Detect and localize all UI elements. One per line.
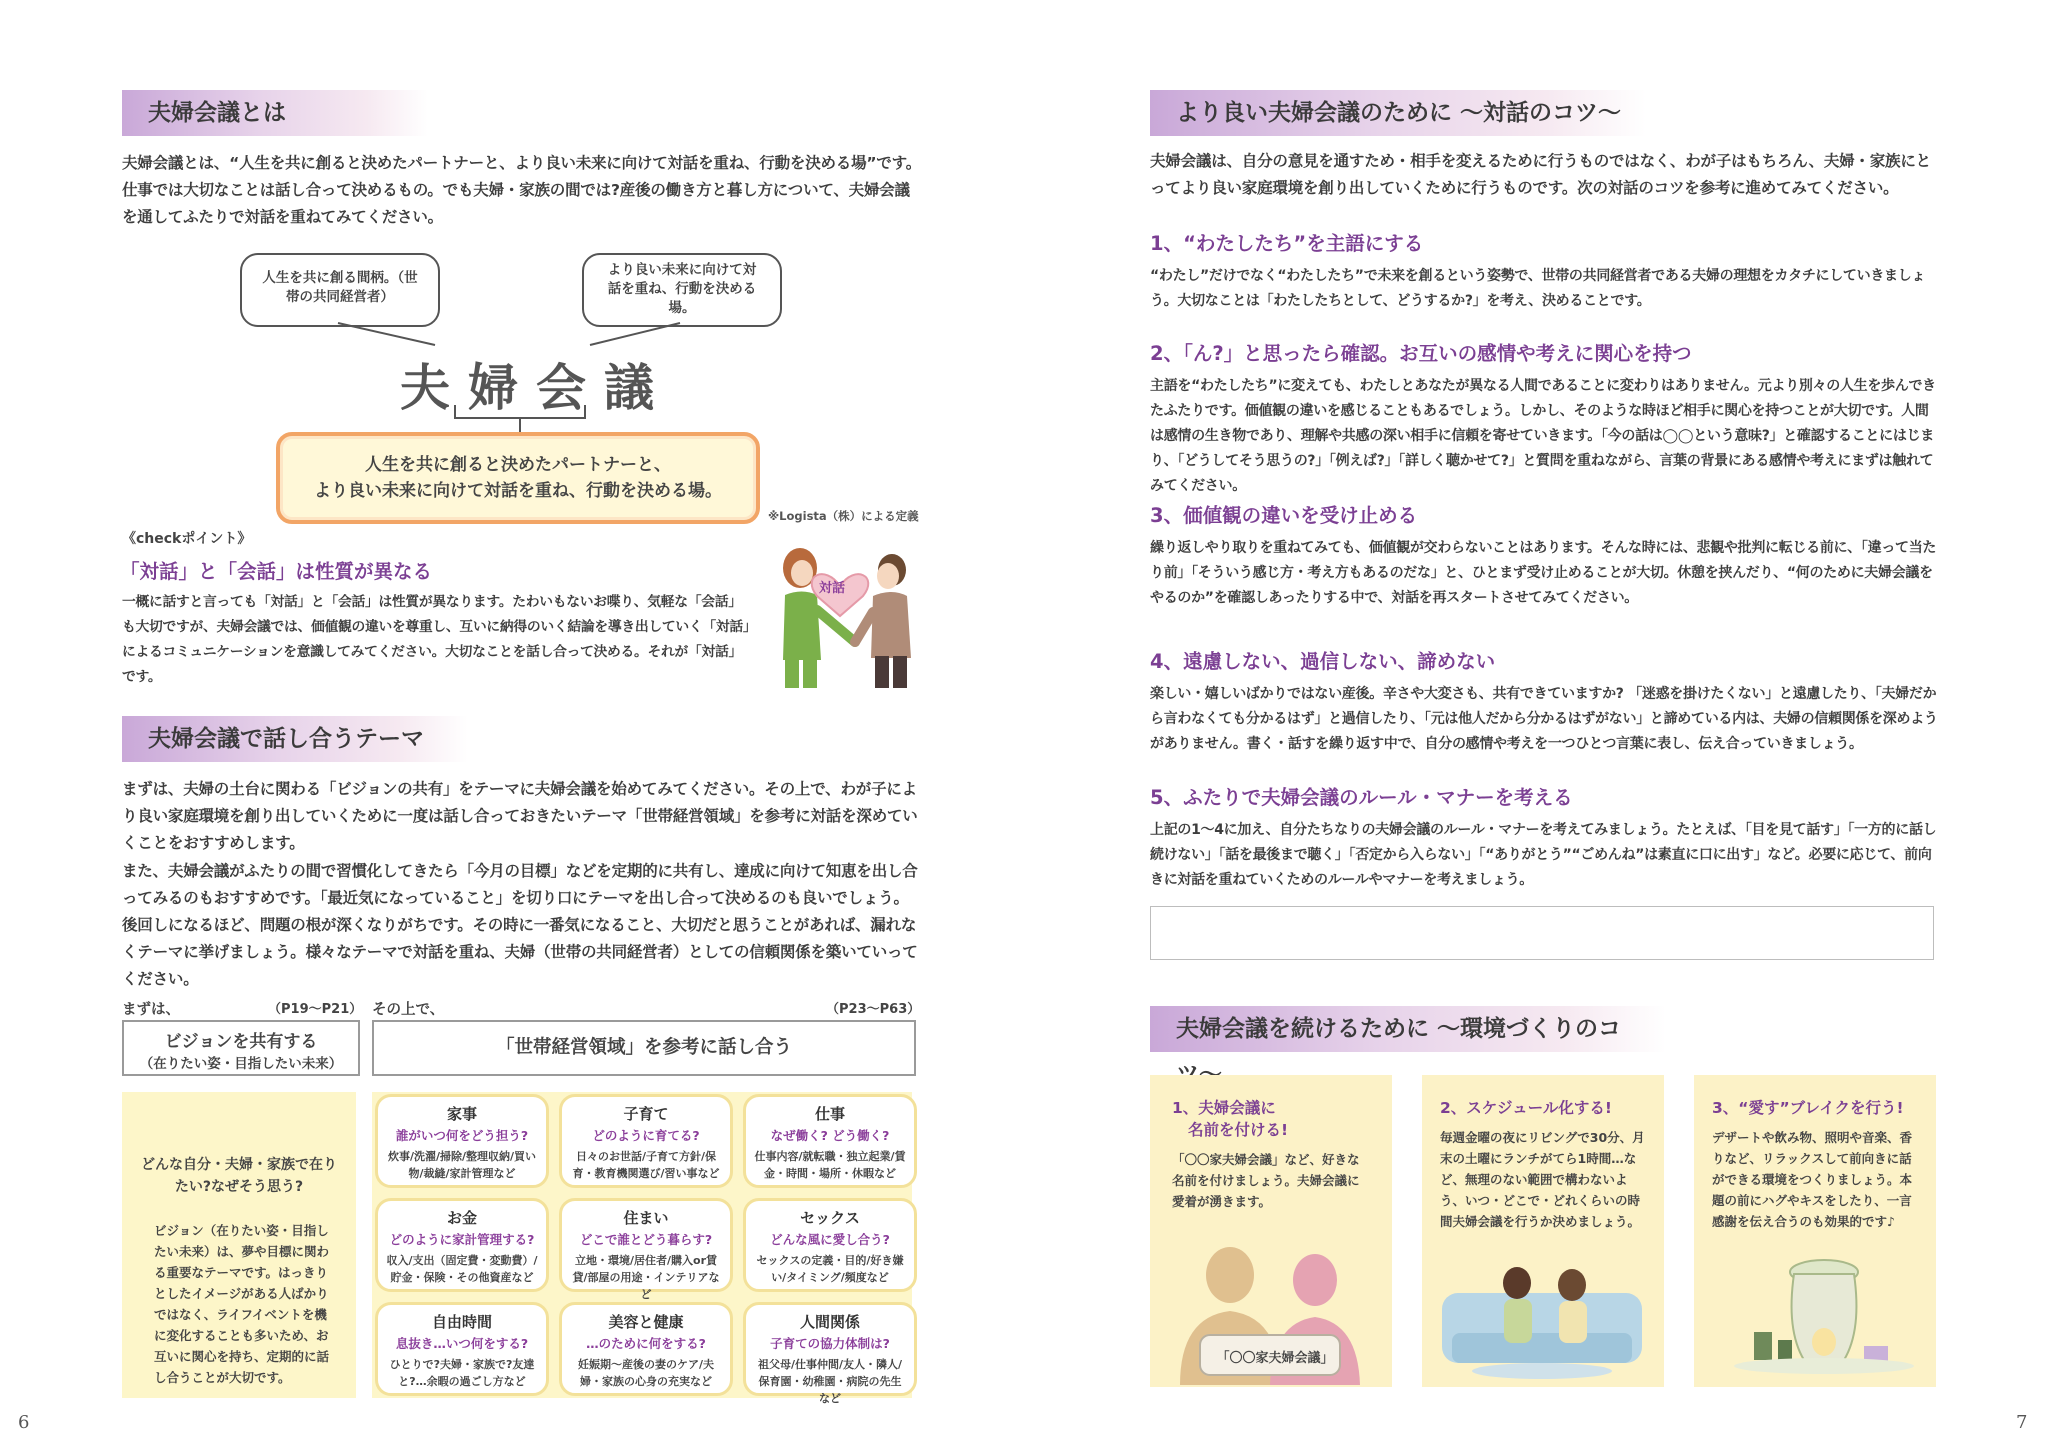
- topic-items: 日々のお世話/子育て方針/保育・教育機関選び/習い事など: [572, 1150, 720, 1180]
- card-1-heading-line-2: 名前を付ける!: [1188, 1121, 1289, 1139]
- topic-question: どのように育てる?: [592, 1128, 700, 1143]
- check-point-label: 《checkポイント》: [122, 531, 252, 547]
- topic-title: 子育て: [623, 1105, 669, 1123]
- check-body: 一概に話すと言っても「対話」と「会話」は性質が異なります。たわいもないお喋り、気軽な「会話」も大切ですが、夫婦会議では、価値観の違いを尊重し、互いに納得のいく結論を導き出していく「対話」によるコミュニケーションを意識してみてください。大切なことを話し合って決める。それが「対話」です。: [122, 594, 750, 685]
- topic-question: 子育ての協力体制は?: [770, 1336, 890, 1351]
- topic-question: …のために何をする?: [586, 1336, 706, 1351]
- couple-on-sofa-illustration: [1422, 1253, 1664, 1383]
- section-title-themes: 夫婦会議で話し合うテーマ: [122, 716, 468, 762]
- vision-subtitle: （在りたい姿・目指したい未来）: [139, 1056, 343, 1072]
- environment-card-2: [1422, 1075, 1664, 1387]
- vision-body: ビジョン（在りたい姿・目指したい未来）は、夢や目標に関わる重要なテーマです。はっきりとしたイメージがある人ばかりではなく、ライフイベントを機に変化することも多いため、お互いに関心を持ち、定期的に話し合うことが大切です。: [154, 1223, 330, 1385]
- section-title-dialogue-tips: より良い夫婦会議のために 〜対話のコツ〜: [1150, 90, 1646, 136]
- topic-items: 収入/支出（固定費・変動費）/貯金・保険・その他資産など: [386, 1254, 538, 1284]
- topic-card: [375, 1302, 549, 1396]
- heart-label: 対話: [819, 581, 846, 596]
- topic-title: 自由時間: [431, 1313, 492, 1331]
- definition-line-1: 人生を共に創ると決めたパートナーと、: [365, 455, 671, 475]
- vision-title: ビジョンを共有する: [164, 1032, 318, 1052]
- topic-card: [375, 1198, 549, 1292]
- card-1-sign-text: 「〇〇家夫婦会議」: [1216, 1351, 1334, 1366]
- card-3-body: デザートや飲み物、照明や音楽、香りなど、リラックスして前向きに話ができる環境をつくりましょう。本題の前にハグやキスをしたり、一言感謝を伝え合うのも効果的です♪: [1712, 1130, 1913, 1229]
- couple-handshake-illustration: [755, 540, 925, 690]
- environment-card-3: [1694, 1075, 1936, 1387]
- topic-question: どのように家計管理する?: [389, 1232, 535, 1247]
- card-2-body: 毎週金曜の夜にリビングで30分、月末の土曜にランチがてら1時間…など、無理のない範囲で構わないよう、いつ・どこで・どれくらいの時間夫婦会議を行うか決めましょう。: [1440, 1130, 1645, 1229]
- topic-items: ひとりで?夫婦・家族で?友達と?…余暇の過ごし方など: [389, 1358, 535, 1388]
- section-title-fufu-kaigi: 夫婦会議とは: [122, 90, 428, 136]
- topic-card: [743, 1094, 917, 1188]
- topic-question: なぜ働く? どう働く?: [770, 1128, 890, 1143]
- topic-items: 祖父母/仕事仲間/友人・隣人/保育園・幼稚園・病院の先生など: [757, 1358, 903, 1405]
- label-first: まずは、: [122, 1002, 180, 1018]
- dialogue-tip-body: 上記の1〜4に加え、自分たちなりの夫婦会議のルール・マナーを考えてみましょう。たとえば、「目を見て話す」「一方的に話し続けない」「話を最後まで聴く」「否定から入らない」「“ありがとう”“ごめんね”は素直に口に出す」など。必要に応じて、前向きに対話を重ねていくためのルールやマナーを考えましょう。: [1150, 822, 1937, 888]
- topic-title: 人間関係: [799, 1313, 860, 1331]
- aroma-pot-illustration: [1694, 1250, 1936, 1380]
- dialogue-tip-heading: 4、遠慮しない、過信しない、諦めない: [1150, 650, 1496, 673]
- topic-items: セックスの定義・目的/好き嫌い/タイミング/頻度など: [756, 1254, 904, 1284]
- themes-paragraph-1: まずは、夫婦の土台に関わる「ビジョンの共有」をテーマに夫婦会議を始めてみてください。その上で、わが子により良い家庭環境を創り出していくために一度は話し合っておきたいテーマ「世帯経営領域」を参考に対話を深めていくことをおすすめします。: [122, 780, 918, 852]
- topic-title: セックス: [800, 1209, 860, 1227]
- topic-title: お金: [446, 1209, 477, 1227]
- vision-panel: [122, 1092, 356, 1398]
- intro-paragraph: 夫婦会議とは、“人生を共に創ると決めたパートナーと、より良い未来に向けて対話を重ね、行動を決める場”です。仕事では大切なことは話し合って決めるもの。でも夫婦・家族の間では?産後の働き方と暮し方について、夫婦会議を通してふたりで対話を重ねてみてください。: [122, 154, 922, 226]
- speech-bubble-right-text: より良い未来に向けて対話を重ね、行動を決める場。: [607, 262, 757, 316]
- page-number-left: 6: [18, 1412, 30, 1433]
- topic-question: どんな風に愛し合う?: [770, 1232, 890, 1247]
- page-number-right: 7: [2016, 1412, 2028, 1433]
- topic-title: 家事: [446, 1105, 477, 1123]
- topic-card: [559, 1302, 733, 1396]
- definition-box: [276, 432, 760, 524]
- speech-bubble-left-text: 人生を共に創る間柄。（世帯の共同経営者）: [262, 270, 418, 305]
- card-2-heading: 2、スケジュール化する!: [1440, 1099, 1612, 1117]
- check-heading: 「対話」と「会話」は性質が異なる: [120, 560, 433, 583]
- pages-first: （P19〜P21）: [268, 1002, 363, 1017]
- dialogue-tip-heading: 2、「ん?」と思ったら確認。お互いの感情や考えに関心を持つ: [1150, 342, 1692, 365]
- topic-items: 立地・環境/居住者/購入or賃貸/部屋の用途・インテリアなど: [572, 1254, 720, 1301]
- topic-items: 妊娠期〜産後の妻のケア/夫婦・家族の心身の充実など: [577, 1358, 715, 1388]
- dialogue-intro: 夫婦会議は、自分の意見を通すため・相手を変えるために行うものではなく、わが子はもちろん、夫婦・家族にとってより良い家庭環境を創り出していくために行うものです。次の対話のコツを参考に進めてみてください。: [1150, 152, 1931, 197]
- card-1-body: 「〇〇家夫婦会議」など、好きな名前を付けましょう。夫婦会議に愛着が湧きます。: [1172, 1152, 1360, 1209]
- definition-line-2: より良い未来に向けて対話を重ね、行動を決める場。: [314, 481, 722, 501]
- topic-title: 住まい: [623, 1209, 669, 1227]
- vision-box: [122, 1020, 360, 1076]
- domain-box: [372, 1020, 916, 1076]
- topic-title: 仕事: [814, 1105, 845, 1123]
- card-1-heading-line-1: 1、夫婦会議に: [1172, 1099, 1276, 1117]
- domain-title: 「世帯経営領域」を参考に話し合う: [495, 1037, 792, 1058]
- topic-title: 美容と健康: [608, 1313, 684, 1331]
- section-title-environment-tips: 夫婦会議を続けるために 〜環境づくりのコ: [1150, 1006, 1666, 1052]
- topic-card: [559, 1198, 733, 1301]
- dialogue-tip-body: “わたし”だけでなく“わたしたち”で未来を創るという姿勢で、世帯の共同経営者である夫婦の理想をカタチにしていきましょう。大切なことは「わたしたちとして、どうするか?」を考え、決めることです。: [1150, 268, 1926, 309]
- dialogue-tip-heading: 5、ふたりで夫婦会議のルール・マナーを考える: [1150, 786, 1573, 809]
- label-then: その上で、: [372, 1002, 445, 1018]
- vision-question: どんな自分・夫婦・家族で在りたい?なぜそう思う?: [141, 1157, 337, 1195]
- card-3-heading: 3、“愛す”ブレイクを行う!: [1712, 1099, 1904, 1117]
- topic-card: [375, 1094, 549, 1188]
- environment-card-1: [1150, 1075, 1392, 1387]
- topic-items: 仕事内容/就転職・独立起業/賃金・時間・場所・休暇など: [754, 1150, 906, 1180]
- themes-paragraph-2: また、夫婦会議がふたりの間で習慣化してきたら「今月の目標」などを定期的に共有し、達成に向けて知恵を出し合ってみるのもおすすめです。「最近気になっていること」を切り口にテーマを出し合って決めるのも良いでしょう。後回しになるほど、問題の根が深くなりがちです。その時に一番気になること、大切だと思うことがあれば、漏れなくテーマに挙げましょう。様々なテーマで対話を重ね、夫婦（世帯の共同経営者）としての信頼関係を築いていってください。: [122, 862, 918, 988]
- definition-note: ※Logista（株）による定義: [768, 509, 919, 523]
- topic-question: 誰がいつ何をどう担う?: [395, 1128, 529, 1143]
- topic-card: [559, 1094, 733, 1188]
- dialogue-tip-heading: 3、価値観の違いを受け止める: [1150, 504, 1418, 527]
- fufu-kaigi-big-title: 夫婦会議: [400, 359, 672, 417]
- topic-question: 息抜き…いつ何をする?: [395, 1336, 529, 1351]
- dialogue-tip-heading: 1、“わたしたち”を主語にする: [1150, 232, 1424, 255]
- connector-lines: [0, 0, 1024, 500]
- topic-card: [743, 1198, 917, 1292]
- topic-card: [743, 1302, 917, 1405]
- topic-question: どこで誰とどう暮らす?: [579, 1232, 713, 1247]
- pages-then: （P23〜P63）: [826, 1002, 921, 1017]
- dialogue-tip-body: 楽しい・嬉しいばかりではない産後。辛さや大変さも、共有できていますか? 「迷惑を掛けたくない」と遠慮したり、「夫婦だから言わなくても分かるはず」と過信したり、「元は他人だから分かるはずがない」と諦めている内は、夫婦の信頼関係を深めようがありません。書く・話すを繰り返す中で、自分の感情や考えを一つひとつ言葉に表し、伝え合っていきましょう。: [1150, 686, 1938, 752]
- empty-memo-box[interactable]: [1150, 906, 1934, 960]
- dialogue-tip-body: 繰り返しやり取りを重ねてみても、価値観が交わらないことはあります。そんな時には、悲観や批判に転じる前に、「違って当たり前」「そういう感じ方・考え方もあるのだな」と、ひとまず受け止めることが大切。休憩を挟んだり、“何のために夫婦会議をやるのか”を確認しあったりする中で、対話を再スタートさせてみてください。: [1150, 540, 1937, 606]
- dialogue-tip-body: 主語を“わたしたち”に変えても、わたしとあなたが異なる人間であることに変わりはありません。元より別々の人生を歩んできたふたりです。価値観の違いを感じることもあるでしょう。しかし、そのような時ほど相手に関心を持つことが大切です。人間は感情の生き物であり、理解や共感の深い相手に信頼を寄せていきます。「今の話は◯◯という意味?」と確認することにはじまり、「どうしてそう思うの?」「例えば?」「詳しく聴かせて?」と質問を重ねながら、言葉の背景にある感情や考えにまずは触れてみてください。: [1150, 378, 1936, 494]
- topic-items: 炊事/洗濯/掃除/整理収納/買い物/裁縫/家計管理など: [387, 1150, 537, 1180]
